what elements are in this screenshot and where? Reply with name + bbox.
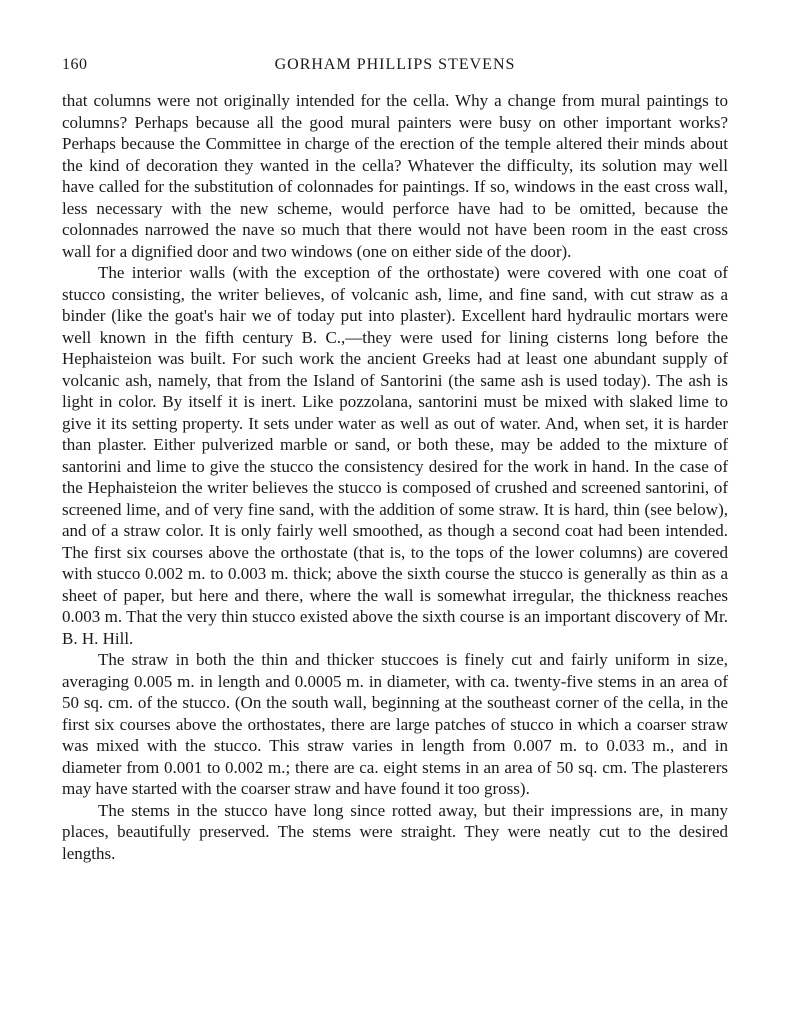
paragraph: The straw in both the thin and thicker stuccoes is finely cut and fairly uniform in size, averaging 0.005 m. in length and 0.0005 m. in diameter, with ca. twenty-five stems in an area of 50 sq. cm. of the stucco. (On the south wall, beginning at the southeast corner of the cella, in the first six courses above the orthostates, there are large patches of stucco in which a coarser straw was mixed with the stucco. This straw varies in length from 0.007 m. to 0.033 m., and in diameter from 0.001 to 0.002 m.; there are ca. eight stems in an area of 50 sq. cm. The plasterers may have started with the coarser straw and have found it too gross). [62,650,728,798]
running-header [62,56,728,78]
paragraph: that columns were not originally intended for the cella. Why a change from mural paintings to columns? Perhaps because all the good mural painters were busy on other important works? Perhaps because the Committee in charge of the erection of the temple altered their minds about the kind of decoration they wanted in the cella? Whatever the difficulty, its solution may well have called for the substitution of colonnades for paintings. If so, windows in the east cross wall, less necessary with the new scheme, would perforce have had to be omitted, because the colonnades narrowed the nave so much that there would not have been room in the east cross wall for a dignified door and two windows (one on either side of the door). [62,91,728,261]
body-text [62,90,728,864]
paragraph: The stems in the stucco have long since rotted away, but their impressions are, in many places, beautifully preserved. The stems were straight. They were neatly cut to the desired lengths. [62,800,728,863]
paragraph: The interior walls (with the exception of the orthostate) were covered with one coat of stucco consisting, the writer believes, of volcanic ash, lime, and fine sand, with cut straw as a binder (like the goat's hair we of today put into plaster). Excellent hard hydraulic mortars were well known in the fifth century B. C.,—they were used for lining cisterns long before the Hephaisteion was built. For such work the ancient Greeks had at least one abundant supply of volcanic ash, namely, that from the Island of Santorini (the same ash is used today). The ash is light in color. By itself it is inert. Like pozzolana, santorini must be mixed with slaked lime to give it its setting property. It sets under water as well as out of water. And, when set, it is harder than plaster. Either pulverized marble or sand, or both these, may be added to the mixture of santorini and lime to give the stucco the consistency desired for the work in hand. In the case of the Hephaisteion the writer believes the stucco is composed of crushed and screened santorini, of screened lime, and of very fine sand, with the addition of some straw. It is hard, thin (see below), and of a straw color. It is only fairly well smoothed, as though a second coat had been intended. The first six courses above the orthostate (that is, to the tops of the lower columns) are covered with stucco 0.002 m. to 0.003 m. thick; above the sixth course the stucco is generally as thin as a sheet of paper, but here and there, where the wall is somewhat irregular, the thickness reaches 0.003 m. That the very thin stucco existed above the sixth course is an important discovery of Mr. B. H. Hill. [62,263,728,648]
page-number: 160 [62,56,88,73]
document-page [62,56,728,864]
running-title: GORHAM PHILLIPS STEVENS [274,56,516,73]
